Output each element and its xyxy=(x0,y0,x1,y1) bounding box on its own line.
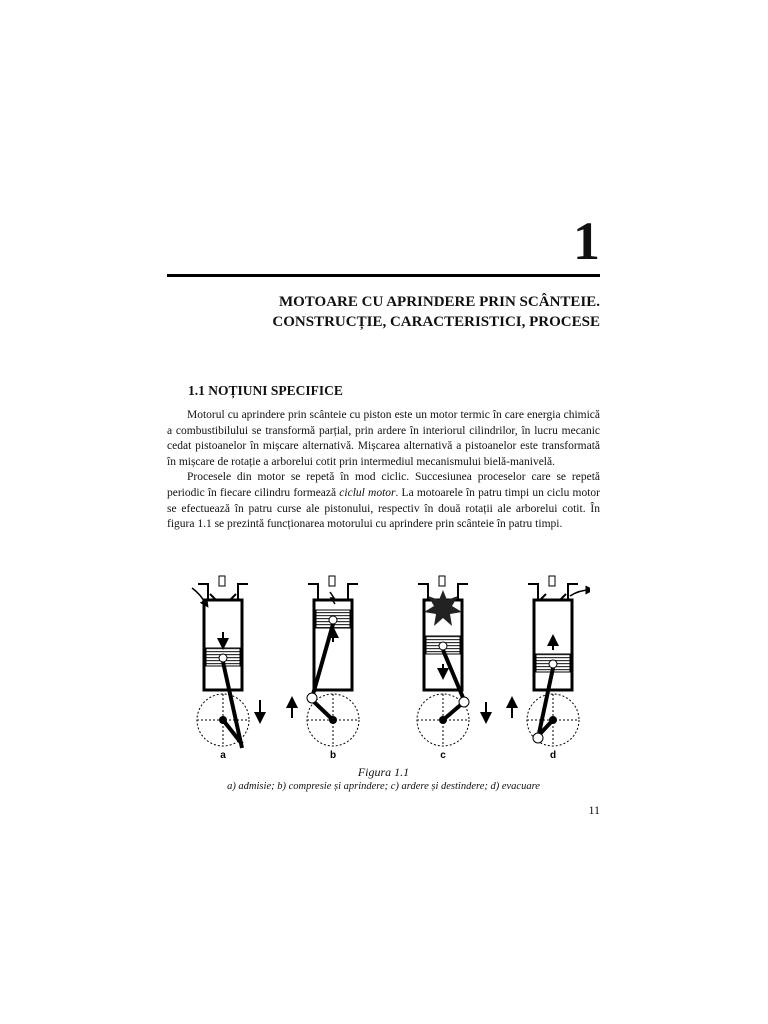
engine-cycle-figure xyxy=(180,570,590,760)
paragraph-1: Motorul cu aprindere prin scânteie cu piston este un motor termic în care energia chimică a combustibilului se transformă parțial, prin ardere în interiorul cilindrilor, în lucru mecanic cedat pistoanelor în mișcare alternativă. Mișcarea alternativă a pistoanelor este transformată în mișcare de rotație a arborelui cotit prin intermediul mecanismului bielă-manivelă. xyxy=(167,409,600,468)
engine-diagram-a xyxy=(192,576,260,748)
figure-caption: a) admisie; b) compresie și aprindere; c) ardere și destindere; d) evacuare xyxy=(227,781,540,792)
engine-diagram-b xyxy=(292,576,359,746)
chapter-rule xyxy=(167,274,600,277)
engine-diagram-c xyxy=(417,576,486,746)
chapter-title xyxy=(167,292,600,332)
page-number: 11 xyxy=(588,803,600,817)
chapter-title-line-2: CONSTRUCȚIE, CARACTERISTICI, PROCESE xyxy=(272,314,600,330)
chapter-number: 1 xyxy=(573,211,600,271)
figure-label-d: d xyxy=(549,750,557,760)
chapter-title-line-1: MOTOARE CU APRINDERE PRIN SCÂNTEIE. xyxy=(278,294,600,310)
paragraph-2 xyxy=(167,470,600,532)
body-text xyxy=(167,408,600,533)
figure-label-a: a xyxy=(220,750,226,760)
figure-label-c: c xyxy=(440,750,446,760)
section-heading: 1.1 NOȚIUNI SPECIFICE xyxy=(188,383,343,398)
figure-label-b: b xyxy=(329,750,337,760)
engine-diagram-d xyxy=(512,576,590,746)
paragraph-2-start: Procesele din motor se repetă în mod ciclic. Succesiunea proceselor care se repetă periodic în fiecare cilindru formează xyxy=(167,471,600,499)
paragraph-2-end: . La motoarele în patru timpi un ciclu motor se efectuează în patru curse ale pistonului, respectiv în două rotații ale arborelui cotit. În figura 1.1 se prezintă funcționarea motorului cu aprindere prin scânteie în patru timpi. xyxy=(167,486,601,531)
figure-title: Figura 1.1 xyxy=(357,765,410,779)
paragraph-2-emphasis: ciclul motor xyxy=(339,486,396,499)
